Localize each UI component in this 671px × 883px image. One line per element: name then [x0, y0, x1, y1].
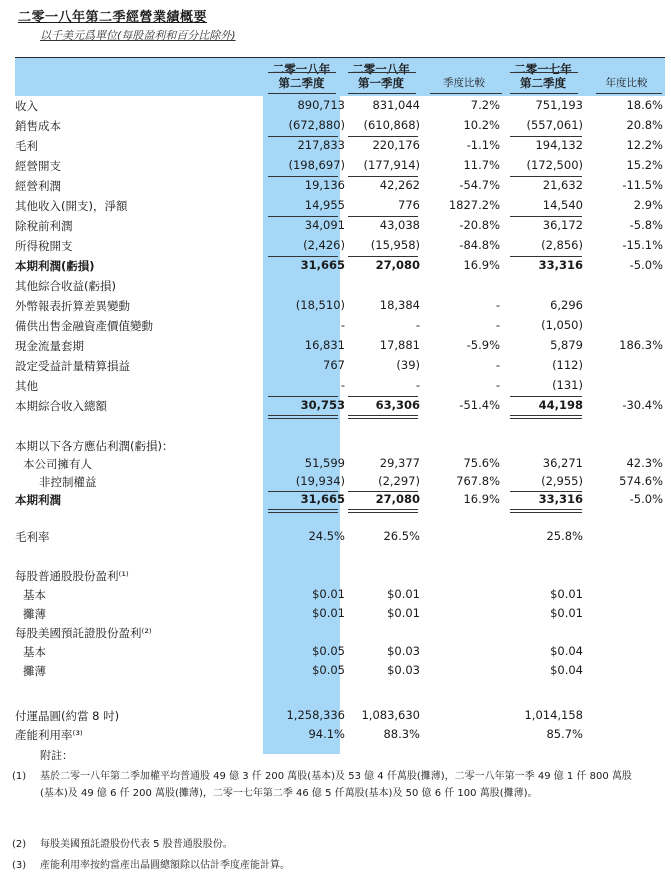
table-row — [15, 177, 665, 195]
cell-q2-2018: 1,258,336 — [286, 708, 345, 722]
cell-q2-2018: $0.01 — [312, 606, 345, 620]
header-qoq: 季度比較 — [443, 77, 485, 89]
cell-q2-2018: $0.05 — [312, 663, 345, 677]
row-label: 外幣報表折算差異變動 — [15, 299, 130, 313]
row-label: 其他收入(開支)，淨額 — [15, 199, 128, 213]
cell-q2-2018: 767 — [323, 358, 345, 372]
cell-q2-2018: - — [340, 378, 345, 392]
cell-qoq: -1.1% — [466, 138, 500, 152]
rule — [510, 93, 578, 94]
cell-yoy: -5.8% — [629, 218, 663, 232]
header-q2-2018 — [263, 62, 340, 90]
cell-q1-2018: 776 — [398, 198, 420, 212]
table-row — [15, 491, 665, 509]
row-label: 本期利潤 — [15, 493, 61, 507]
rule — [348, 72, 416, 73]
cell-q1-2018: 27,080 — [375, 492, 420, 506]
cell-q2-2018: 24.5% — [308, 529, 345, 543]
cell-qoq: 75.6% — [463, 456, 500, 470]
header-q1-2018 — [344, 62, 418, 90]
cell-q2-2018: (19,934) — [295, 474, 345, 488]
cell-qoq: 16.9% — [463, 258, 500, 272]
page-subtitle: 以千美元爲單位(每股盈利和百分比除外) — [40, 29, 236, 42]
table-row — [15, 726, 665, 744]
cell-q2-2018: - — [340, 318, 345, 332]
cell-q2-2018: (18,510) — [295, 298, 345, 312]
cell-q2-2017: 33,316 — [538, 258, 583, 272]
cell-q2-2018: 890,713 — [297, 98, 345, 112]
notes-heading: 附註： — [40, 749, 73, 762]
table-row — [15, 624, 665, 642]
cell-q2-2018: (198,697) — [288, 158, 345, 172]
cell-q1-2018: (15,958) — [370, 238, 420, 252]
row-label: 其他綜合收益(虧損) — [15, 279, 116, 293]
cell-q2-2018: 31,665 — [300, 492, 345, 506]
cell-yoy: -15.1% — [622, 238, 663, 252]
cell-q1-2018: $0.03 — [387, 663, 420, 677]
header-q1-2018-line2: 第一季度 — [358, 76, 404, 90]
footnote-text: 產能利用率按約當產出晶圓總額除以估計季度產能計算。 — [40, 860, 290, 871]
cell-q2-2017: $0.01 — [550, 587, 583, 601]
cell-q2-2018: $0.05 — [312, 644, 345, 658]
cell-q1-2018: 18,384 — [379, 298, 420, 312]
cell-q1-2018: 88.3% — [383, 727, 420, 741]
row-label: 產能利用率⁽³⁾ — [15, 728, 83, 742]
table-row — [15, 662, 665, 680]
row-label: 除稅前利潤 — [15, 219, 73, 233]
row-label: 每股普通股股份盈利⁽¹⁾ — [15, 569, 129, 583]
cell-yoy: 186.3% — [619, 338, 663, 352]
cell-q1-2018: - — [415, 318, 420, 332]
header-q2-2018-line2: 第二季度 — [278, 76, 325, 90]
cell-q2-2017: 14,540 — [542, 198, 583, 212]
header-q1-2018-line1: 二零一八年 — [352, 62, 410, 76]
row-label: 基本 — [23, 588, 46, 602]
table-row — [15, 473, 665, 491]
table-row — [15, 337, 665, 355]
table-row — [15, 528, 665, 546]
cell-yoy: 2.9% — [633, 198, 663, 212]
row-label: 其他 — [15, 379, 38, 393]
footnote-2 — [12, 836, 652, 854]
cell-q2-2018: (672,880) — [288, 118, 345, 132]
table-row — [15, 257, 665, 275]
footnote-number: (2) — [12, 839, 27, 850]
header-q2-2017 — [504, 62, 582, 90]
footnote-1 — [12, 768, 652, 828]
cell-q2-2018: 14,955 — [304, 198, 345, 212]
rule — [268, 72, 336, 73]
cell-q2-2018: 34,091 — [304, 218, 345, 232]
cell-qoq: - — [495, 298, 500, 312]
table-row — [15, 567, 665, 585]
rule — [510, 72, 578, 73]
cell-qoq: -20.8% — [459, 218, 500, 232]
cell-q1-2018: 29,377 — [379, 456, 420, 470]
footnote-3 — [12, 857, 652, 875]
cell-q2-2017: (557,061) — [526, 118, 583, 132]
cell-q2-2017: $0.04 — [550, 663, 583, 677]
row-label: 銷售成本 — [15, 119, 61, 133]
table-row — [15, 357, 665, 375]
cell-q1-2018: 26.5% — [383, 529, 420, 543]
cell-q1-2018: - — [415, 378, 420, 392]
cell-q1-2018: 17,881 — [379, 338, 420, 352]
cell-q1-2018: $0.01 — [387, 587, 420, 601]
cell-q2-2017: (1,050) — [541, 318, 583, 332]
row-label: 攤薄 — [23, 607, 46, 621]
cell-q1-2018: (177,914) — [363, 158, 420, 172]
cell-qoq: - — [495, 358, 500, 372]
row-label: 每股美國預託證股份盈利⁽²⁾ — [15, 626, 152, 640]
cell-q2-2017: (131) — [552, 378, 583, 392]
cell-q2-2017: $0.01 — [550, 606, 583, 620]
table-row — [15, 97, 665, 115]
footnote-number: (1) — [12, 771, 27, 782]
cell-yoy: 18.6% — [626, 98, 663, 112]
cell-qoq: -51.4% — [459, 398, 500, 412]
cell-q2-2017: 6,296 — [550, 298, 583, 312]
cell-qoq: 767.8% — [456, 474, 500, 488]
cell-q1-2018: 27,080 — [375, 258, 420, 272]
cell-q2-2017: 36,271 — [542, 456, 583, 470]
row-label: 基本 — [23, 645, 46, 659]
cell-q2-2017: 751,193 — [535, 98, 583, 112]
table-row — [15, 137, 665, 155]
cell-q2-2017: $0.04 — [550, 644, 583, 658]
row-label: 非控制權益 — [39, 475, 97, 489]
row-label: 經營利潤 — [15, 179, 61, 193]
row-label: 現金流量套期 — [15, 339, 84, 353]
footnote-text: 基於二零一八年第二季加權平均普通股 49 億 3 仟 200 萬股(基本)及 53 億 4 仟萬股(攤薄)，二零一八年第一季 49 億 1 仟 800 萬股(基本)及 49 億 6 仟 200 萬股(攤薄)，二零一七年第二季 46 億 5 仟萬股(基本)及 50 億 6 仟 100 萬股(攤薄)。 — [40, 771, 632, 799]
table-row — [15, 707, 665, 725]
table-row — [15, 217, 665, 235]
table-row — [15, 297, 665, 315]
cell-q1-2018: 63,306 — [375, 398, 420, 412]
row-label: 設定受益計量精算損益 — [15, 359, 130, 373]
cell-qoq: - — [495, 318, 500, 332]
cell-qoq: 16.9% — [463, 492, 500, 506]
table-row — [15, 117, 665, 135]
cell-q2-2017: (112) — [552, 358, 583, 372]
row-label: 毛利 — [15, 139, 38, 153]
table-row — [15, 586, 665, 604]
cell-yoy: -30.4% — [622, 398, 663, 412]
header-yoy: 年度比較 — [605, 77, 648, 89]
row-label: 付運晶圓(約當 8 吋) — [15, 709, 120, 723]
cell-qoq: -84.8% — [459, 238, 500, 252]
table-row — [15, 317, 665, 335]
cell-yoy: 12.2% — [626, 138, 663, 152]
row-label: 經營開支 — [15, 159, 61, 173]
cell-q1-2018: 831,044 — [372, 98, 420, 112]
cell-q1-2018: (2,297) — [378, 474, 420, 488]
cell-qoq: - — [495, 378, 500, 392]
row-label: 所得稅開支 — [15, 239, 73, 253]
cell-q2-2017: 5,879 — [550, 338, 583, 352]
cell-yoy: 15.2% — [626, 158, 663, 172]
cell-q2-2018: 30,753 — [300, 398, 345, 412]
cell-q2-2018: 19,136 — [304, 178, 345, 192]
cell-q2-2018: 16,831 — [304, 338, 345, 352]
cell-q2-2017: (172,500) — [526, 158, 583, 172]
table-row — [15, 157, 665, 175]
rule — [430, 93, 502, 94]
cell-yoy: 20.8% — [626, 118, 663, 132]
cell-q2-2017: 85.7% — [546, 727, 583, 741]
cell-q1-2018: 43,038 — [379, 218, 420, 232]
table-row — [15, 377, 665, 395]
cell-qoq: -5.9% — [466, 338, 500, 352]
row-label: 收入 — [15, 99, 38, 113]
cell-q2-2017: 25.8% — [546, 529, 583, 543]
header-q2-2017-line2: 第二季度 — [520, 76, 566, 90]
cell-q2-2017: 21,632 — [542, 178, 583, 192]
double-rule — [348, 415, 418, 419]
table-row — [15, 277, 665, 295]
cell-q2-2018: (2,426) — [303, 238, 345, 252]
cell-qoq: 11.7% — [463, 158, 500, 172]
row-label: 本公司擁有人 — [23, 457, 92, 471]
cell-yoy: 42.3% — [626, 456, 663, 470]
cell-q1-2018: 42,262 — [379, 178, 420, 192]
table-row — [15, 455, 665, 473]
double-rule — [268, 509, 338, 513]
row-label: 本期綜合收入總額 — [15, 399, 107, 413]
cell-q1-2018: (39) — [396, 358, 420, 372]
row-label: 備供出售金融資產價值變動 — [15, 319, 153, 333]
row-label: 本期利潤(虧損) — [15, 259, 95, 273]
double-rule — [268, 415, 338, 419]
cell-yoy: -11.5% — [622, 178, 663, 192]
table-row — [15, 643, 665, 661]
cell-qoq: 7.2% — [470, 98, 500, 112]
cell-q2-2018: 51,599 — [304, 456, 345, 470]
cell-q1-2018: $0.01 — [387, 606, 420, 620]
row-label: 毛利率 — [15, 530, 50, 544]
cell-yoy: -5.0% — [629, 258, 663, 272]
header-q2-2017-line1: 二零一七年 — [514, 62, 572, 76]
cell-q1-2018: $0.03 — [387, 644, 420, 658]
table-row — [15, 197, 665, 215]
page-title: 二零一八年第二季經營業績概要 — [18, 10, 208, 25]
table-row — [15, 237, 665, 255]
cell-q1-2018: (610,868) — [363, 118, 420, 132]
table-row — [15, 605, 665, 623]
cell-q2-2018: 217,833 — [297, 138, 345, 152]
cell-q2-2018: $0.01 — [312, 587, 345, 601]
footnote-number: (3) — [12, 860, 27, 871]
cell-qoq: -54.7% — [459, 178, 500, 192]
row-label: 攤薄 — [23, 664, 46, 678]
rule — [348, 93, 416, 94]
header-q2-2018-line1: 二零一八年 — [272, 62, 331, 76]
cell-q1-2018: 1,083,630 — [361, 708, 420, 722]
cell-yoy: -5.0% — [629, 492, 663, 506]
cell-q1-2018: 220,176 — [372, 138, 420, 152]
double-rule — [510, 509, 582, 513]
cell-q2-2017: (2,856) — [541, 238, 583, 252]
table-row — [15, 437, 665, 455]
cell-q2-2017: 33,316 — [538, 492, 583, 506]
cell-qoq: 1827.2% — [448, 198, 500, 212]
cell-q2-2017: (2,955) — [541, 474, 583, 488]
rule — [268, 93, 336, 94]
row-label: 本期以下各方應佔利潤(虧損)： — [15, 439, 174, 453]
double-rule — [510, 415, 582, 419]
cell-qoq: 10.2% — [463, 118, 500, 132]
cell-q2-2018: 31,665 — [300, 258, 345, 272]
rule — [596, 93, 662, 94]
cell-q2-2018: 94.1% — [308, 727, 345, 741]
table-row — [15, 397, 665, 415]
footnote-text: 每股美國預託證股份代表 5 股普通股股份。 — [40, 839, 233, 850]
cell-q2-2017: 1,014,158 — [524, 708, 583, 722]
cell-q2-2017: 194,132 — [535, 138, 583, 152]
cell-q2-2017: 44,198 — [538, 398, 583, 412]
double-rule — [348, 509, 418, 513]
cell-yoy: 574.6% — [619, 474, 663, 488]
cell-q2-2017: 36,172 — [542, 218, 583, 232]
